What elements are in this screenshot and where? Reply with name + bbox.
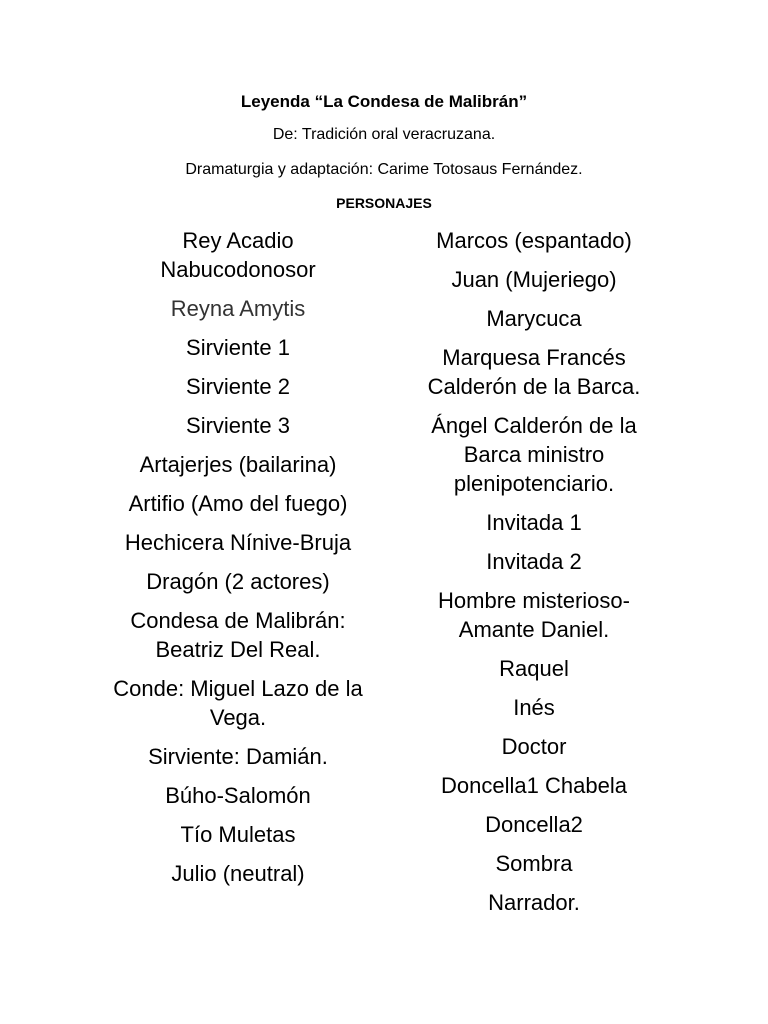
character-name: Julio (neutral) xyxy=(171,861,305,886)
character-list-left xyxy=(108,226,368,898)
document-source: De: Tradición oral veracruzana. xyxy=(272,126,496,143)
character-name: Narrador. xyxy=(488,890,580,915)
character-name: Hechicera Nínive-Bruja xyxy=(124,530,352,555)
character-name: Doncella2 xyxy=(485,812,583,837)
character-name: Dragón (2 actores) xyxy=(146,569,330,594)
section-heading: PERSONAJES xyxy=(336,195,432,211)
character-name: Invitada 2 xyxy=(486,549,582,574)
character-name: Invitada 1 xyxy=(486,510,582,535)
character-name: Inés xyxy=(513,695,555,720)
character-name: Sombra xyxy=(495,851,573,876)
character-name: Hombre misterioso-Amante Daniel. xyxy=(438,588,630,642)
character-name: Juan (Mujeriego) xyxy=(451,267,617,292)
document-credits: Dramaturgia y adaptación: Carime Totosaus Fernández. xyxy=(185,161,583,178)
character-name: Búho-Salomón xyxy=(165,783,311,808)
character-name: Artajerjes (bailarina) xyxy=(139,452,337,477)
character-name: Doctor xyxy=(501,734,567,759)
character-name: Doncella1 Chabela xyxy=(441,773,627,798)
character-name: Reyna Amytis xyxy=(170,296,306,321)
character-name: Marquesa Francés Calderón de la Barca. xyxy=(427,345,641,399)
character-name: Sirviente 3 xyxy=(186,413,290,438)
character-name: Artifio (Amo del fuego) xyxy=(128,491,348,516)
character-name: Tío Muletas xyxy=(180,822,296,847)
document-title: Leyenda “La Condesa de Malibrán” xyxy=(240,92,528,111)
character-list-right xyxy=(404,226,664,927)
character-name: Marycuca xyxy=(486,306,582,331)
character-name: Sirviente 1 xyxy=(186,335,290,360)
character-name: Marcos (espantado) xyxy=(436,228,632,253)
character-name: Condesa de Malibrán: Beatriz Del Real. xyxy=(130,608,346,662)
character-name: Sirviente: Damián. xyxy=(148,744,328,769)
character-name: Rey Acadio Nabucodonosor xyxy=(160,228,316,282)
character-name: Conde: Miguel Lazo de la Vega. xyxy=(113,676,363,730)
character-name: Ángel Calderón de la Barca ministro plenipotenciario. xyxy=(431,413,637,496)
character-name: Raquel xyxy=(499,656,569,681)
character-name: Sirviente 2 xyxy=(186,374,290,399)
